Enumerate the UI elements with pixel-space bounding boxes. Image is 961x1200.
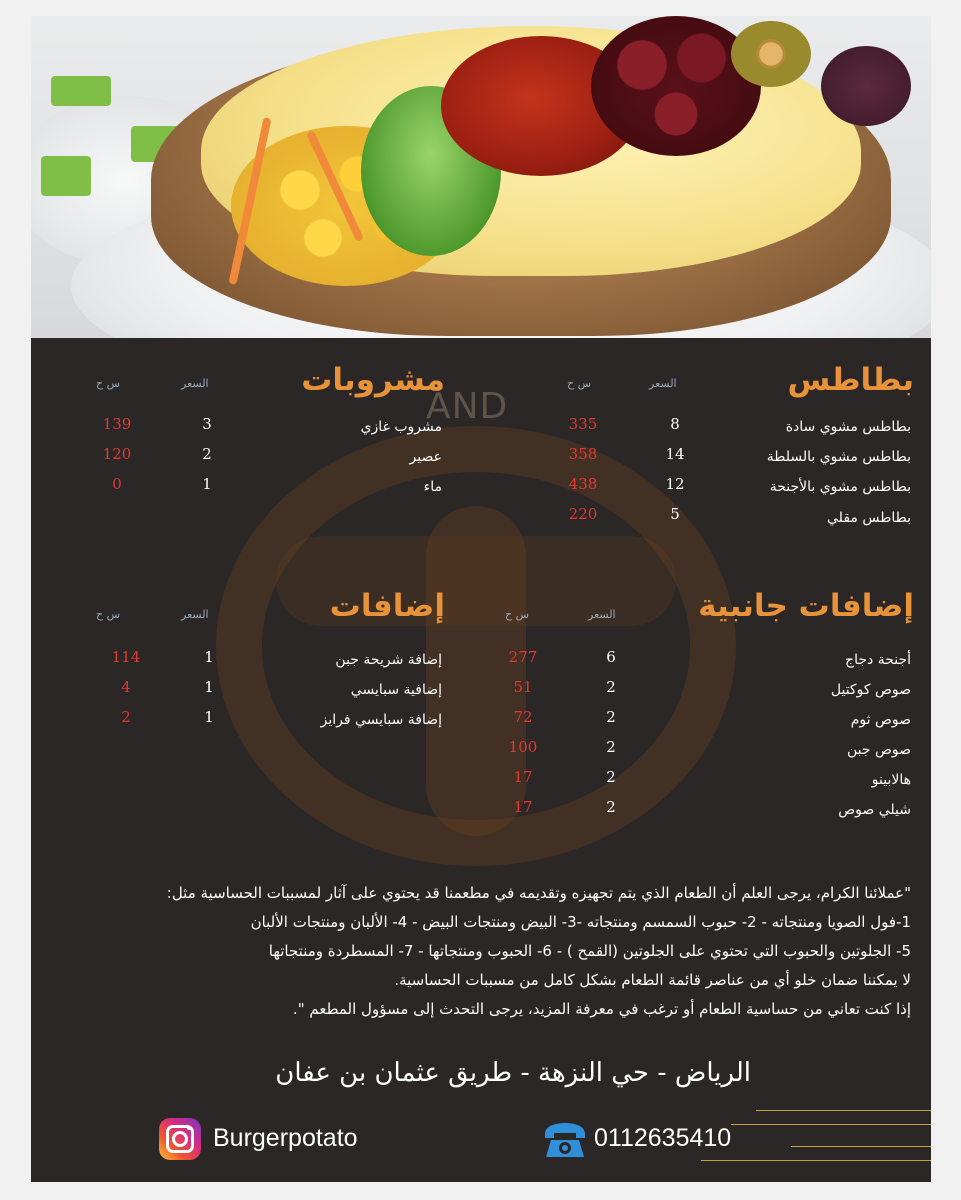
allergy-line: إذا كنت تعاني من حساسية الطعام أو ترغب في معرفة المزيد، يرجى التحدث إلى مسؤول المطعم ". [292,1000,911,1018]
menu-item-name: صوص جبن [846,742,911,758]
menu-item-qty: 2 [606,738,616,756]
col-head-unit: س ح [505,608,530,621]
menu-item-price: 114 [111,648,141,666]
gold-line [791,1146,931,1147]
menu-item-price: 438 [568,475,598,493]
menu-item-name: مشروب غازي [360,419,442,435]
menu-item-qty: 2 [606,798,616,816]
hero-photo-baked-potato [31,16,931,338]
decorative-lines [731,1106,931,1166]
menu-item-name: شيلي صوص [838,802,911,818]
instagram-lens [172,1131,188,1147]
menu-item-name: بطاطس مشوي بالأجنحة [769,479,911,495]
menu-item-qty: 5 [670,505,680,523]
allergy-line: 5- الجلوتين والحبوب التي تحتوي على الجلوتين (القمح ) - 6- الحبوب ومنتجاتها - 7- المسطردة ومنتجاتها [268,942,911,960]
allergy-notice [51,879,911,1024]
menu-item-qty: 2 [606,708,616,726]
menu-item-name: بطاطس مشوي بالسلطة [766,449,911,465]
menu-item-price: 51 [513,678,533,696]
col-head-price: السعر [181,377,209,390]
col-head-unit: س ح [96,377,121,390]
phone-number[interactable]: 0112635410 [594,1124,732,1152]
menu-item-price: 335 [568,415,598,433]
allergy-line: "عملائنا الكرام، يرجى العلم أن الطعام الذي يتم تجهيزه وتقديمه في مطعمنا قد يحتوي على آثار لمسببات الحساسية مثل: [166,884,911,902]
green-onion-piece [51,76,111,106]
menu-item-name: بطاطس مشوي سادة [785,419,911,435]
menu-item-name: عصير [409,449,442,465]
menu-item-qty: 2 [202,445,212,463]
menu-item-qty: 14 [665,445,685,463]
menu-item-name: هالابينو [871,772,911,788]
col-head-price: السعر [181,608,209,621]
menu-item-qty: 1 [204,678,214,696]
menu-item-qty: 1 [204,708,214,726]
menu-item-name: ماء [423,479,442,495]
telephone-icon [542,1120,588,1160]
instagram-handle[interactable]: Burgerpotato [213,1124,358,1152]
logo-ring [216,426,736,866]
col-head-price: السعر [588,608,616,621]
logo-text: AND [426,386,509,427]
col-head-unit: س ح [96,608,121,621]
menu-item-name: إضافية سبايسي [350,682,442,698]
red-lettuce [821,46,911,126]
menu-item-price: 220 [568,505,598,523]
menu-item-price: 72 [513,708,533,726]
restaurant-address: الرياض - حي النزهة - طريق عثمان بن عفان [275,1058,751,1088]
menu-item-name: صوص كوكتيل [830,682,911,698]
logo-stem [426,506,526,836]
gold-line [731,1124,931,1125]
section-title-potatoes: بطاطس [787,362,914,398]
olive-topping [731,21,811,87]
gold-line [701,1160,931,1161]
menu-item-price: 2 [121,708,131,726]
section-title-addons: إضافات [329,588,445,624]
menu-item-qty: 3 [202,415,212,433]
menu-item-price: 139 [102,415,132,433]
green-onion-piece [41,156,91,196]
menu-item-name: إضافة سبايسي فرايز [320,712,442,728]
gold-line [756,1110,931,1111]
menu-item-qty: 1 [202,475,212,493]
menu-item-price: 4 [121,678,131,696]
instagram-icon[interactable] [159,1118,201,1160]
col-head-unit: س ح [567,377,592,390]
col-head-price: السعر [649,377,677,390]
menu-item-qty: 12 [665,475,685,493]
menu-item-price: 100 [508,738,538,756]
menu-item-price: 17 [513,798,533,816]
menu-item-qty: 8 [670,415,680,433]
menu-item-qty: 6 [606,648,616,666]
menu-item-price: 0 [112,475,122,493]
menu-item-qty: 2 [606,678,616,696]
menu-item-qty: 2 [606,768,616,786]
screen-top-margin [0,0,961,16]
allergy-line: لا يمكننا ضمان خلو أي من عناصر قائمة الطعام بشكل كامل من مسببات الحساسية. [394,971,911,989]
menu-card [31,16,931,1182]
menu-item-qty: 1 [204,648,214,666]
allergy-line: 1-فول الصويا ومنتجاته - 2- حبوب السمسم ومنتجاته -3- البيض ومنتجات البيض - 4- الألبان ومنتجات الألبان [250,913,911,931]
instagram-dot [187,1126,191,1130]
menu-item-price: 17 [513,768,533,786]
menu-item-price: 358 [568,445,598,463]
menu-item-price: 277 [508,648,538,666]
section-title-drinks: مشروبات [301,362,445,398]
menu-item-name: إضافة شريحة جبن [335,652,442,668]
menu-item-name: صوص ثوم [850,712,911,728]
menu-item-name: بطاطس مقلي [827,510,911,526]
menu-item-name: أجنحة دجاج [845,652,911,668]
menu-item-price: 120 [102,445,132,463]
section-title-sides: إضافات جانبية [698,588,914,624]
